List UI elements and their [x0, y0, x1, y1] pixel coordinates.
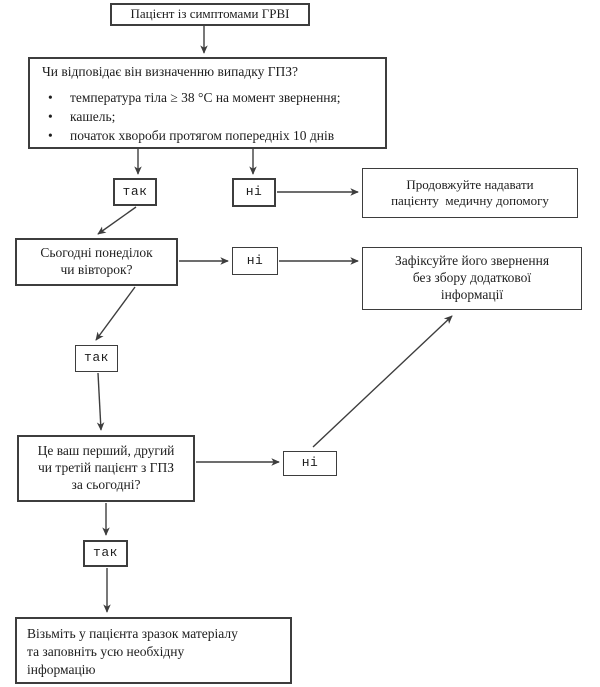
node-take-sample: Візьміть у пацієнта зразок матеріалу та заповніть усю необхідну інформацію [15, 617, 292, 684]
node-no-1: ні [232, 178, 276, 207]
arrow-monday-to-yes2 [96, 287, 135, 340]
arrow-yes1-to-monday [98, 207, 136, 234]
node-start-label: Пацієнт із симптомами ГРВІ [130, 6, 290, 22]
case-definition-criterion-cough: • кашель; [48, 108, 116, 124]
node-yes-1: так [113, 178, 157, 206]
node-yes-2: так [75, 345, 118, 372]
bullet-icon: • [48, 108, 53, 124]
case-definition-question: Чи відповідає він визначенню випадку ГПЗ? [42, 64, 299, 79]
node-yes-3: так [83, 540, 128, 567]
bullet-icon: • [48, 127, 53, 143]
arrow-no3-to-record-visit [313, 316, 452, 447]
case-definition-criterion-onset: • початок хвороби протягом попередніх 10 днів [48, 127, 335, 143]
node-case-definition [28, 57, 387, 149]
node-continue-care: Продовжуйте надавати пацієнту медичну допомогу [362, 168, 578, 218]
node-no-3: ні [283, 451, 337, 476]
node-record-visit: Зафіксуйте його звернення без збору додаткової інформації [362, 247, 582, 310]
node-no-2: ні [232, 247, 278, 275]
arrow-yes2-to-first-three [98, 373, 101, 430]
node-monday-tuesday: Сьогодні понеділок чи вівторок? [15, 238, 178, 286]
bullet-icon: • [48, 89, 53, 105]
node-start [110, 3, 310, 26]
case-definition-criterion-temperature: • температура тіла ≥ 38 °С на момент звернення; [48, 89, 341, 105]
node-first-three-patients: Це ваш перший, другий чи третій пацієнт з ГПЗ за сьогодні? [17, 435, 195, 502]
